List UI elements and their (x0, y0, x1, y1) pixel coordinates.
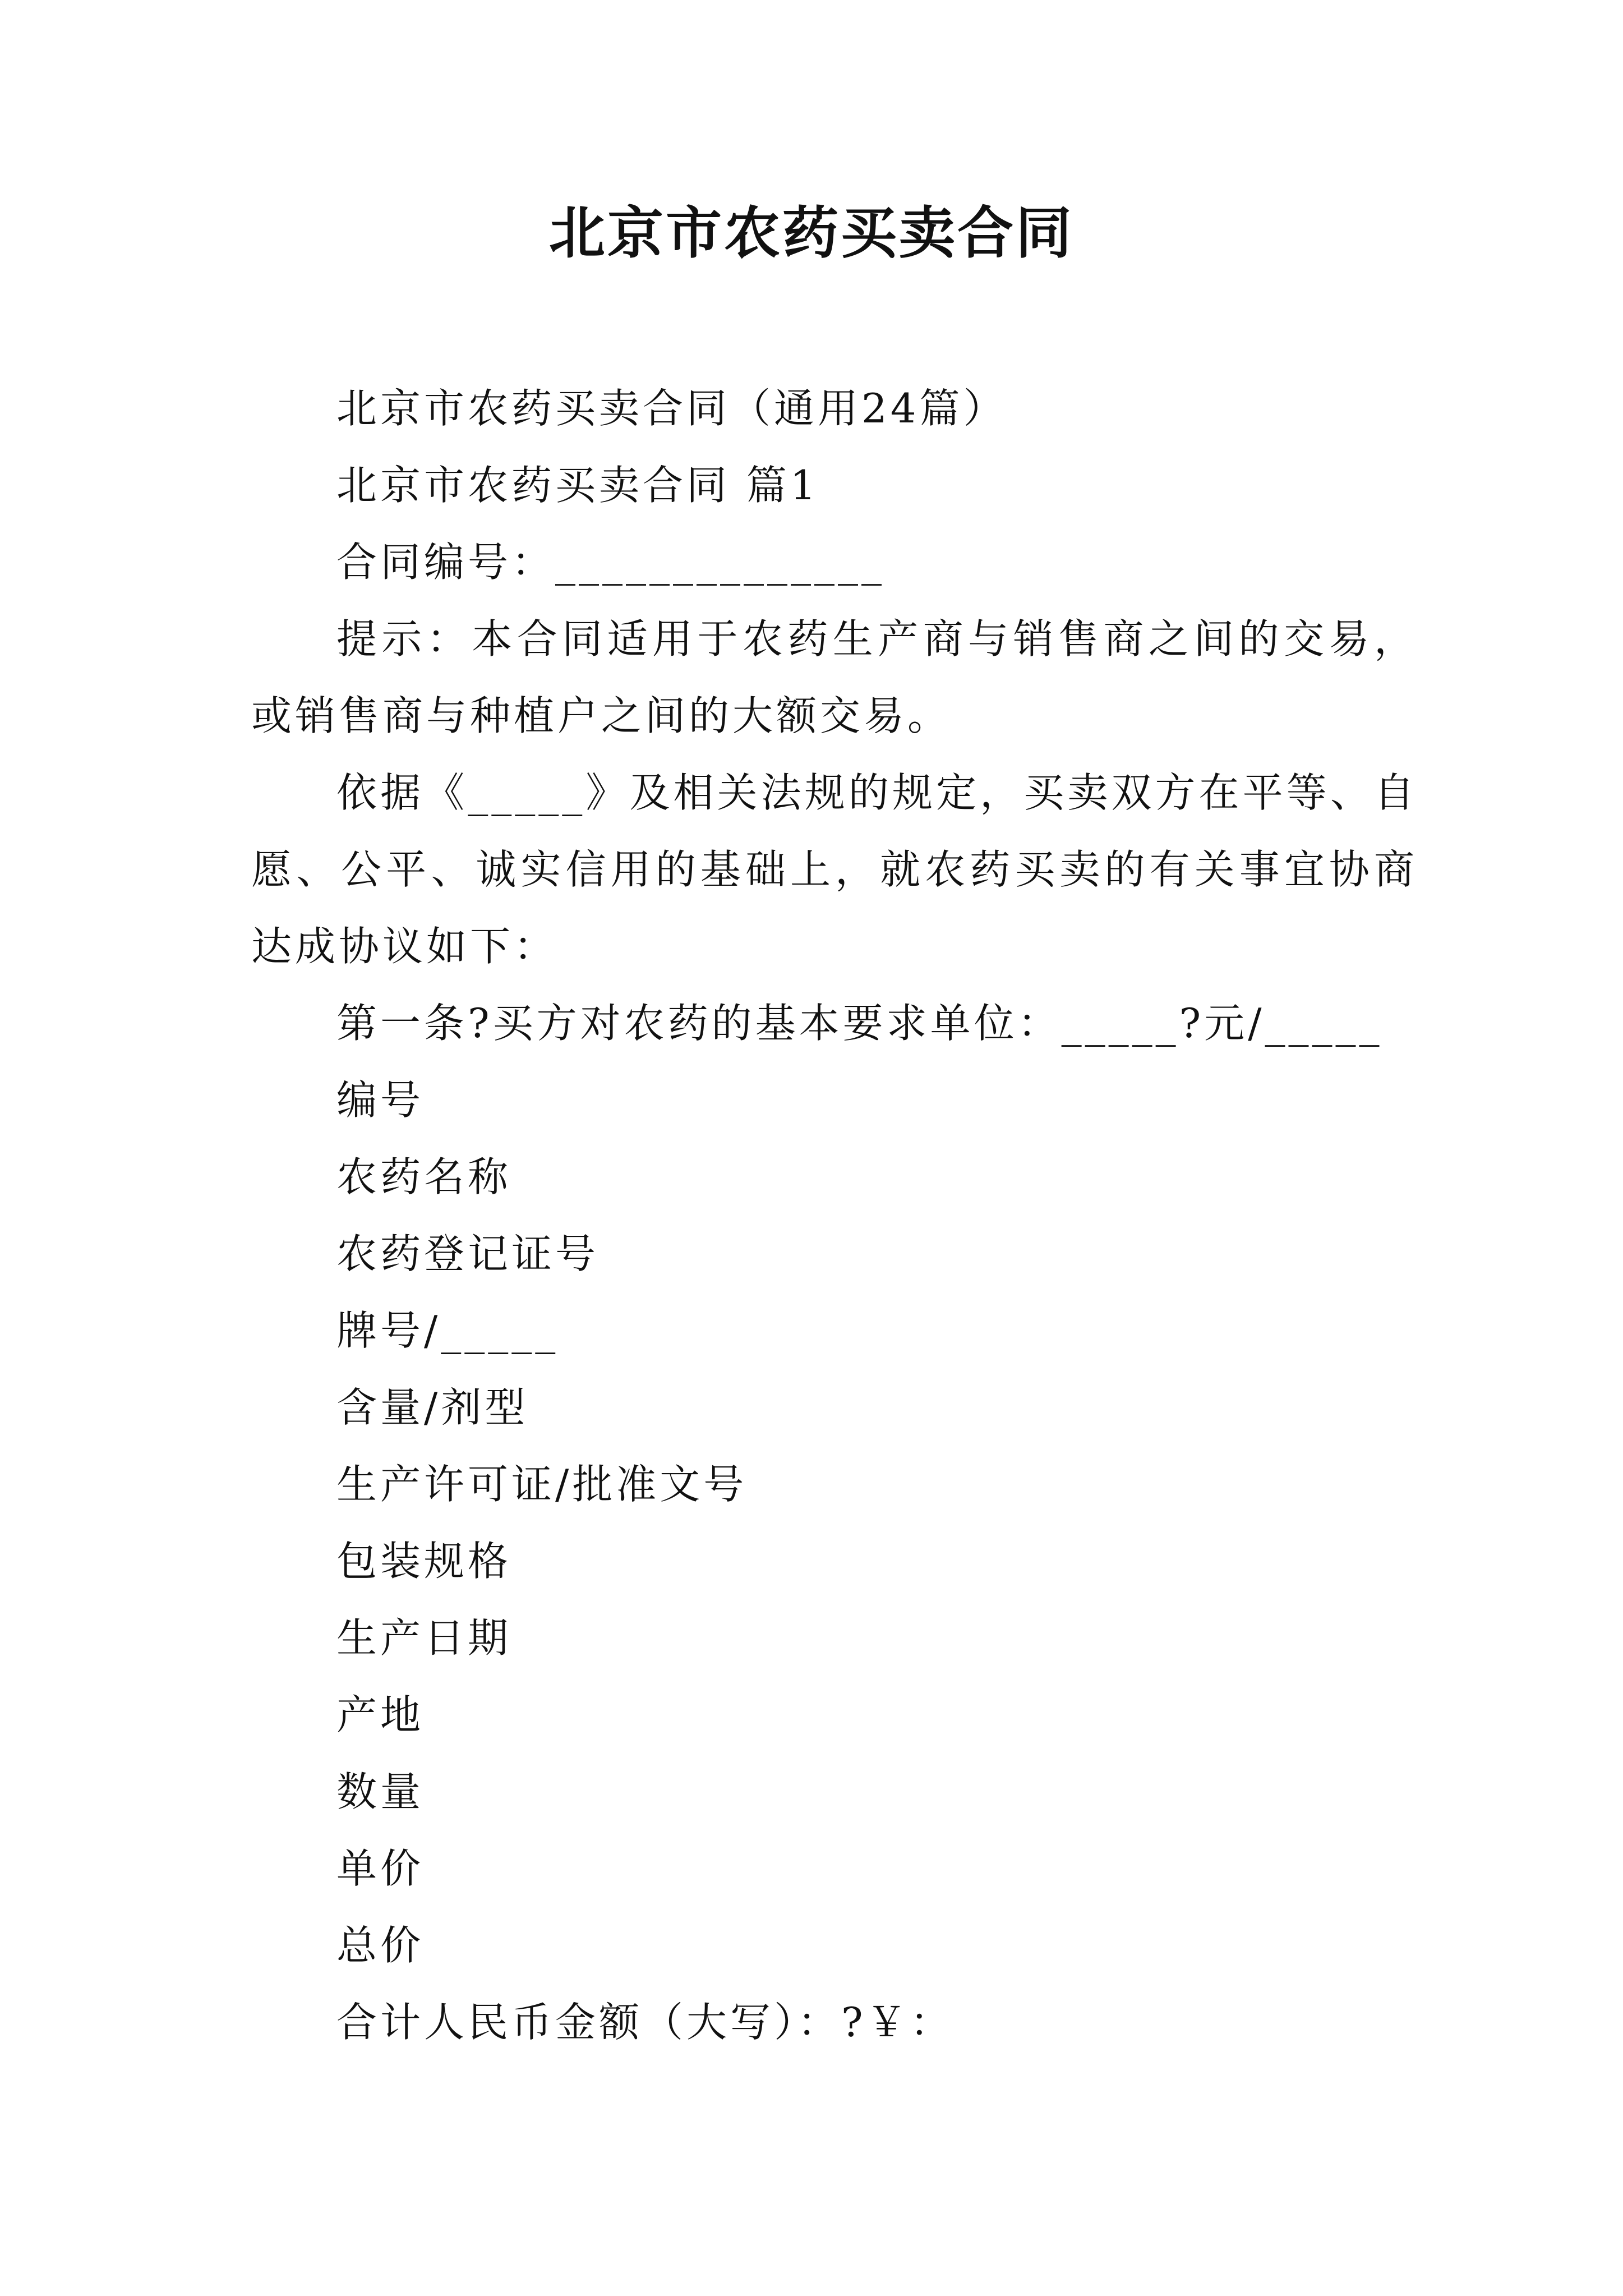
field-pesticide-name: 农药名称 (336, 1153, 512, 1200)
field-quantity: 数量 (336, 1768, 425, 1815)
field-total-amount: 合计人民币金额（大写）：?￥： (336, 1999, 954, 2046)
contract-number-line: 合同编号：______________ (336, 539, 886, 586)
field-unit-price: 单价 (336, 1845, 425, 1892)
document-title: 北京市农药买卖合同 (549, 200, 1074, 266)
basis-paragraph: 依据《_____》及相关法规的规定，买卖双方在平等、自愿、公平、诚实信用的基础上，就农药买卖的有关事宜协商达成协议如下： (251, 769, 1418, 970)
document-body (251, 370, 1418, 2061)
field-package-spec: 包装规格 (336, 1538, 512, 1585)
notice-paragraph: 提示：本合同适用于农药生产商与销售商之间的交易，或销售商与种植户之间的大额交易。 (251, 615, 1418, 739)
field-production-date: 生产日期 (336, 1614, 512, 1662)
field-total-price: 总价 (336, 1922, 425, 1969)
field-brand: 牌号/_____ (336, 1307, 559, 1354)
field-origin: 产地 (336, 1691, 425, 1738)
field-content-formulation: 含量/剂型 (336, 1384, 529, 1431)
article-one: 第一条?买方对农药的基本要求单位：_____?元/_____ (336, 1000, 1383, 1047)
field-registration-number: 农药登记证号 (336, 1230, 600, 1277)
field-number: 编号 (336, 1076, 425, 1124)
subtitle-collection: 北京市农药买卖合同（通用24篇） (336, 385, 1007, 432)
section-heading: 北京市农药买卖合同 篇1 (336, 462, 819, 509)
field-production-license: 生产许可证/批准文号 (336, 1461, 748, 1508)
